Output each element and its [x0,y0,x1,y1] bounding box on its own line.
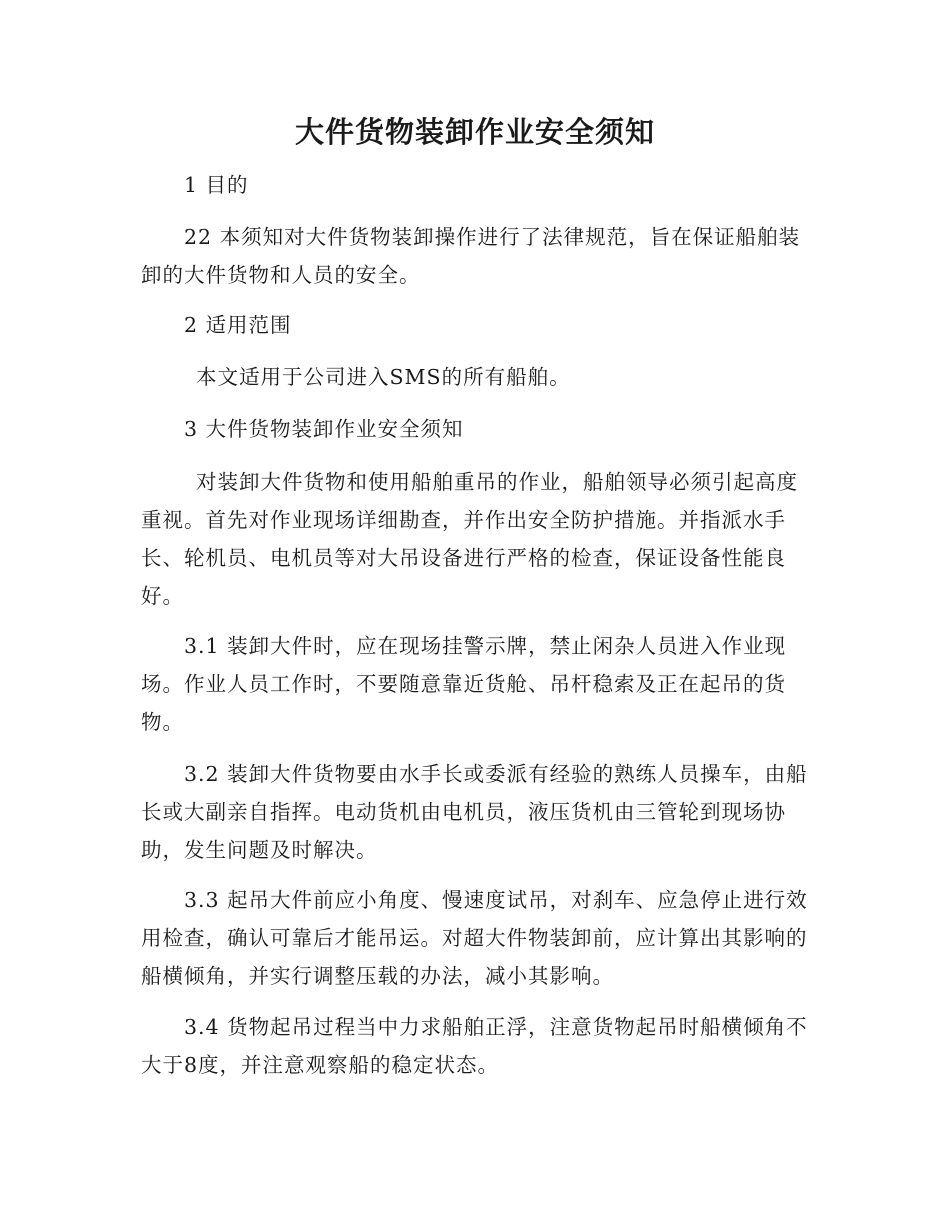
paragraph-safety-intro: 对装卸大件货物和使用船舶重吊的作业，船舶领导必须引起高度重视。首先对作业现场详细勘查，并作出安全防护措施。并指派水手长、轮机员、电机员等对大吊设备进行严格的检查，保证设备性能良好。 [141,470,798,608]
section-heading-safety: 3 大件货物装卸作业安全须知 [184,417,464,441]
section-heading-scope: 2 适用范围 [184,313,292,337]
paragraph-3-3: 3.3 起吊大件前应小角度、慢速度试吊，对刹车、应急停止进行效用检查，确认可靠后才能吊运。对超大件物装卸前，应计算出其影响的船横倾角，并实行调整压载的办法，减小其影响。 [141,888,808,988]
paragraph-purpose: 22 本须知对大件货物装卸操作进行了法律规范，旨在保证船舶装卸的大件货物和人员的安全。 [141,225,801,287]
paragraph-3-4: 3.4 货物起吊过程当中力求船舶正浮，注意货物起吊时船横倾角不大于8度，并注意观察船的稳定状态。 [141,1015,808,1077]
paragraph-3-1: 3.1 装卸大件时，应在现场挂警示牌，禁止闲杂人员进入作业现场。作业人员工作时，不要随意靠近货舱、吊杆稳索及正在起吊的货物。 [141,634,787,734]
document-title: 大件货物装卸作业安全须知 [294,115,655,149]
paragraph-3-2: 3.2 装卸大件货物要由水手长或委派有经验的熟练人员操车，由船长或大副亲自指挥。电动货机由电机员，液压货机由三管轮到现场协助，发生问题及时解决。 [141,762,808,862]
section-heading-purpose: 1 目的 [184,173,249,197]
paragraph-scope: 本文适用于公司进入SMS的所有船舶。 [196,365,571,389]
